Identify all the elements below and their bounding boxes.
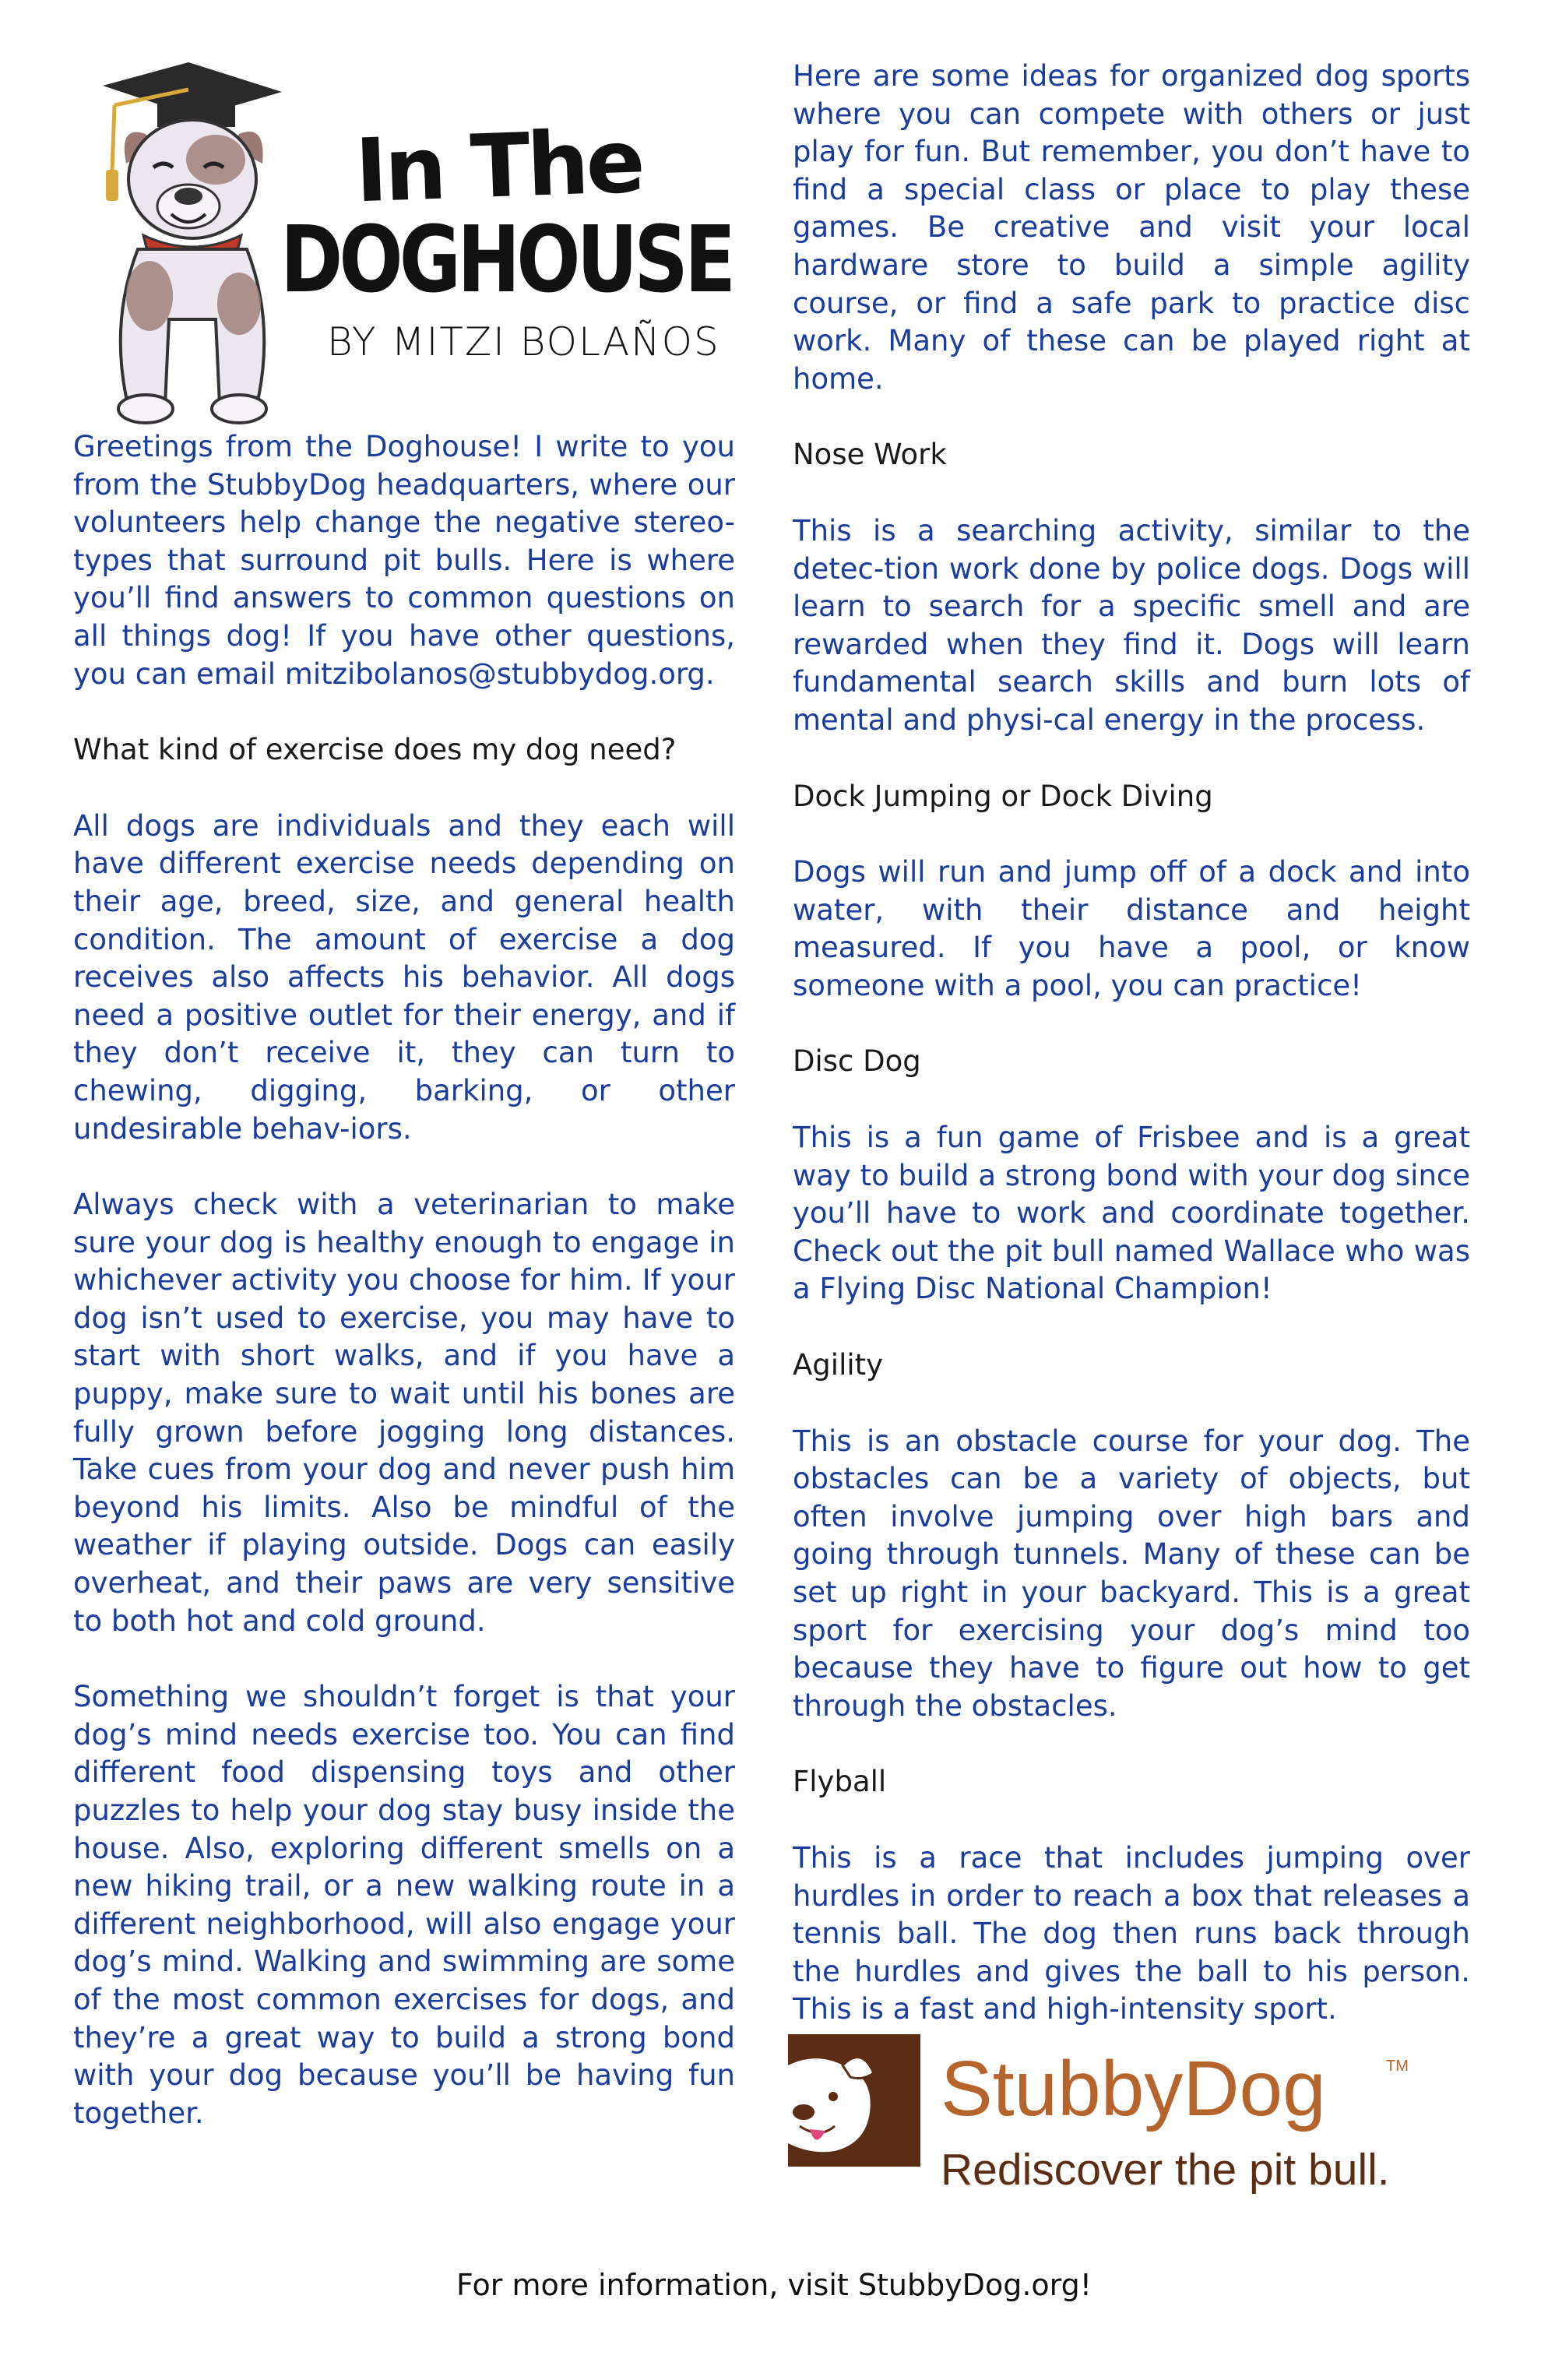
sport-heading-disc-dog: Disc Dog xyxy=(793,1044,921,1079)
mascot-dog-graduate-illustration xyxy=(72,62,290,428)
sport-description-flyball: This is a race that includes jumping over hurdles in order to reach a box that releases a tennis ball. The dog then runs back through the hurdles and gives the ball to his person. This is a fast and high-intensity sport. xyxy=(793,1840,1470,2026)
sport-heading-flyball: Flyball xyxy=(793,1765,887,1799)
logo-dog-badge xyxy=(788,2034,920,2167)
logo-brand-name: StubbyDog xyxy=(941,2045,1326,2132)
author-byline: BY MITZI BOLAÑOS xyxy=(327,319,720,364)
sport-description-disc-dog: This is a fun game of Frisbee and is a great way to build a strong bond with your dog since you’ll have to work and coordinate together. Check out the pit bull named Wallace who was a Flying Disc National Champion! xyxy=(793,1121,1470,1306)
title-line-2: DOGHOUSE xyxy=(280,206,733,313)
sports-intro-paragraph: Here are some ideas for organized dog sports where you can compete with others or just play for fun. But remember, you don’t have to find a special class or place to play these games. Be creative and visit your local hardware store to build a simple agility course, or find a safe park to practice disc work. Many of these can be played right at home. xyxy=(793,59,1470,396)
question-heading: What kind of exercise does my dog need? xyxy=(73,733,677,767)
sport-heading-agility: Agility xyxy=(793,1348,884,1382)
title-line-1: In The xyxy=(353,111,644,223)
sport-description-agility: This is an obstacle course for your dog. The obstacles can be a variety of objects, but often involve jumping over high bars and going through tunnels. Many of these can be set up right in your backyard. This is a great sport for exercising your dog’s mind too because they have to figure out how to get through the obstacles. xyxy=(793,1424,1470,1723)
left-column xyxy=(73,428,735,2171)
intro-paragraph: Greetings from the Doghouse! I write to you from the StubbyDog headquarters, where our volunteers help change the negative stereo-types that surround pit bulls. Here is where you’ll find answers to common questions on all things dog! If you have other questions, you can email mitzibolanos@stubbydog.org. xyxy=(73,430,735,691)
logo-trademark: TM xyxy=(1386,2058,1409,2075)
sport-heading-nose-work: Nose Work xyxy=(793,438,947,472)
answer-paragraph: Something we shouldn’t forget is that your dog’s mind needs exercise too. You can find different food dispensing toys and other puzzles to help your dog stay busy inside the house. Also, exploring different smells on a new hiking trail, or a new walking route in a different neighborhood, will also engage your dog’s mind. Walking and swimming are some of the most common exercises for dogs, and they’re a great way to build a strong bond with your dog because you’ll be having fun together. xyxy=(73,1680,735,2130)
right-column xyxy=(793,58,1470,2067)
footer-note: For more information, visit StubbyDog.org! xyxy=(456,2268,1092,2302)
answer-paragraph: Always check with a veterinarian to make sure your dog is healthy enough to engage in whichever activity you choose for him. If your dog isn’t used to exercise, you may have to start with short walks, and if you have a puppy, make sure to wait until his bones are fully grown before jogging long distances. Take cues from your dog and never push him beyond his limits. Also be mindful of the weather if playing outside. Dogs can easily overheat, and their paws are very sensitive to both hot and cold ground. xyxy=(73,1188,735,1638)
stubbydog-logo xyxy=(788,2034,1489,2195)
sport-heading-dock-jumping: Dock Jumping or Dock Diving xyxy=(793,779,1213,813)
sport-description-dock-jumping: Dogs will run and jump off of a dock and into water, with their distance and height measured. If you have a pool, or know someone with a pool, you can practice! xyxy=(793,855,1470,1002)
dog-face-icon xyxy=(788,2034,920,2167)
sport-description-nose-work: This is a searching activity, similar to the detec-tion work done by police dogs. Dogs will learn to search for a specific smell and are rewarded when they find it. Dogs will learn fundamental search skills and burn lots of mental and physi-cal energy in the process. xyxy=(793,513,1470,737)
logo-tagline: Rediscover the pit bull. xyxy=(941,2145,1390,2195)
answer-paragraph: All dogs are individuals and they each will have different exercise needs depending on their age, breed, size, and general health condition. The amount of exercise a dog receives also affects his behavior. All dogs need a positive outlet for their energy, and if they don’t receive it, they can turn to chewing, digging, barking, or other undesirable behav-iors. xyxy=(73,808,735,1146)
